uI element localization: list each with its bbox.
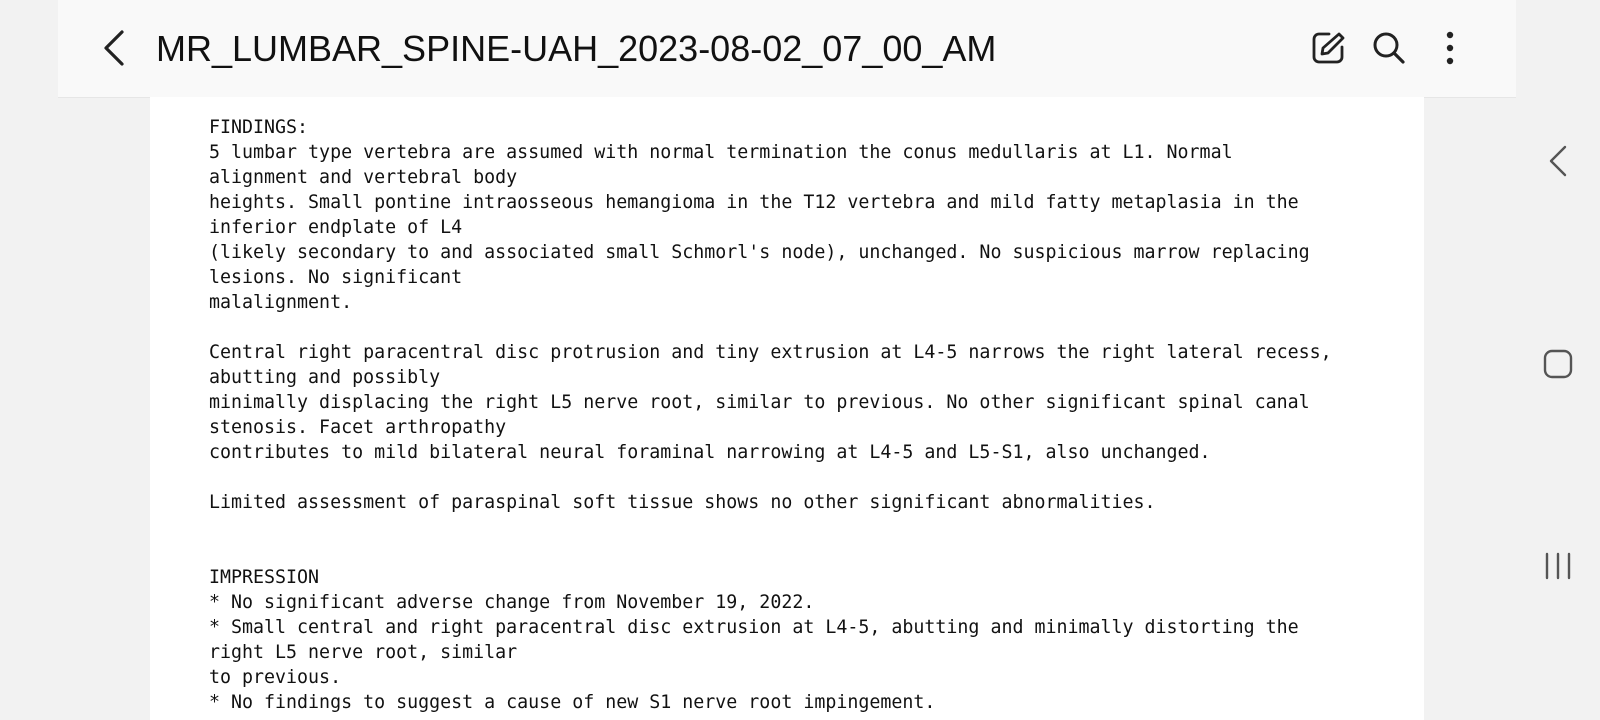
report-text (209, 115, 1409, 715)
text-line: abutting and possibly (209, 367, 441, 388)
text-line: * No significant adverse change from November 19, 2022. (209, 592, 815, 613)
text-line: stenosis. Facet arthropathy (209, 417, 507, 438)
text-line: Central right paracentral disc protrusion and tiny extrusion at L4-5 narrows the right lateral recess, (209, 342, 1332, 363)
text-line: * Small central and right paracentral disc extrusion at L4-5, abutting and minimally distorting the (209, 617, 1299, 638)
more-vertical-icon (1444, 30, 1456, 66)
text-line: Limited assessment of paraspinal soft tissue shows no other significant abnormalities. (209, 492, 1156, 513)
back-button[interactable] (94, 26, 134, 70)
text-line: FINDINGS: (209, 117, 309, 138)
recent-apps-icon (1543, 551, 1573, 581)
text-line: minimally displacing the right L5 nerve root, similar to previous. No other significant spinal canal (209, 392, 1310, 413)
system-recent-apps-button[interactable] (1538, 546, 1578, 586)
document-page[interactable] (150, 97, 1424, 720)
text-line: * No findings to suggest a cause of new S1 nerve root impingement. (209, 692, 936, 713)
text-line: lesions. No significant (209, 267, 463, 288)
system-back-button[interactable] (1538, 141, 1578, 181)
notes-app (58, 0, 1516, 720)
back-icon (1547, 144, 1569, 178)
search-icon (1371, 30, 1407, 66)
text-line: right L5 nerve root, similar (209, 642, 518, 663)
text-line: (likely secondary to and associated small Schmorl's node), unchanged. No suspicious marrow replacing (209, 242, 1310, 263)
more-options-button[interactable] (1428, 26, 1472, 70)
edit-button[interactable] (1306, 26, 1350, 70)
text-line: inferior endplate of L4 (209, 217, 463, 238)
edit-pencil-icon (1310, 30, 1346, 66)
text-line: alignment and vertebral body (209, 167, 518, 188)
app-header (58, 0, 1516, 98)
back-arrow-icon (100, 28, 128, 68)
text-line: IMPRESSION (209, 567, 320, 588)
text-line: heights. Small pontine intraosseous hemangioma in the T12 vertebra and mild fatty metaplasia in the (209, 192, 1299, 213)
home-icon (1543, 349, 1573, 379)
text-line: malalignment. (209, 292, 353, 313)
search-button[interactable] (1367, 26, 1411, 70)
text-line: contributes to mild bilateral neural foraminal narrowing at L4-5 and L5-S1, also unchanged. (209, 442, 1211, 463)
text-line: 5 lumbar type vertebra are assumed with normal termination the conus medullaris at L1. Normal (209, 142, 1233, 163)
page-title: MR_LUMBAR_SPINE-UAH_2023-08-02_07_00_AM (156, 28, 997, 69)
text-line: to previous. (209, 667, 342, 688)
system-navigation-bar (1516, 0, 1600, 720)
system-home-button[interactable] (1538, 344, 1578, 384)
